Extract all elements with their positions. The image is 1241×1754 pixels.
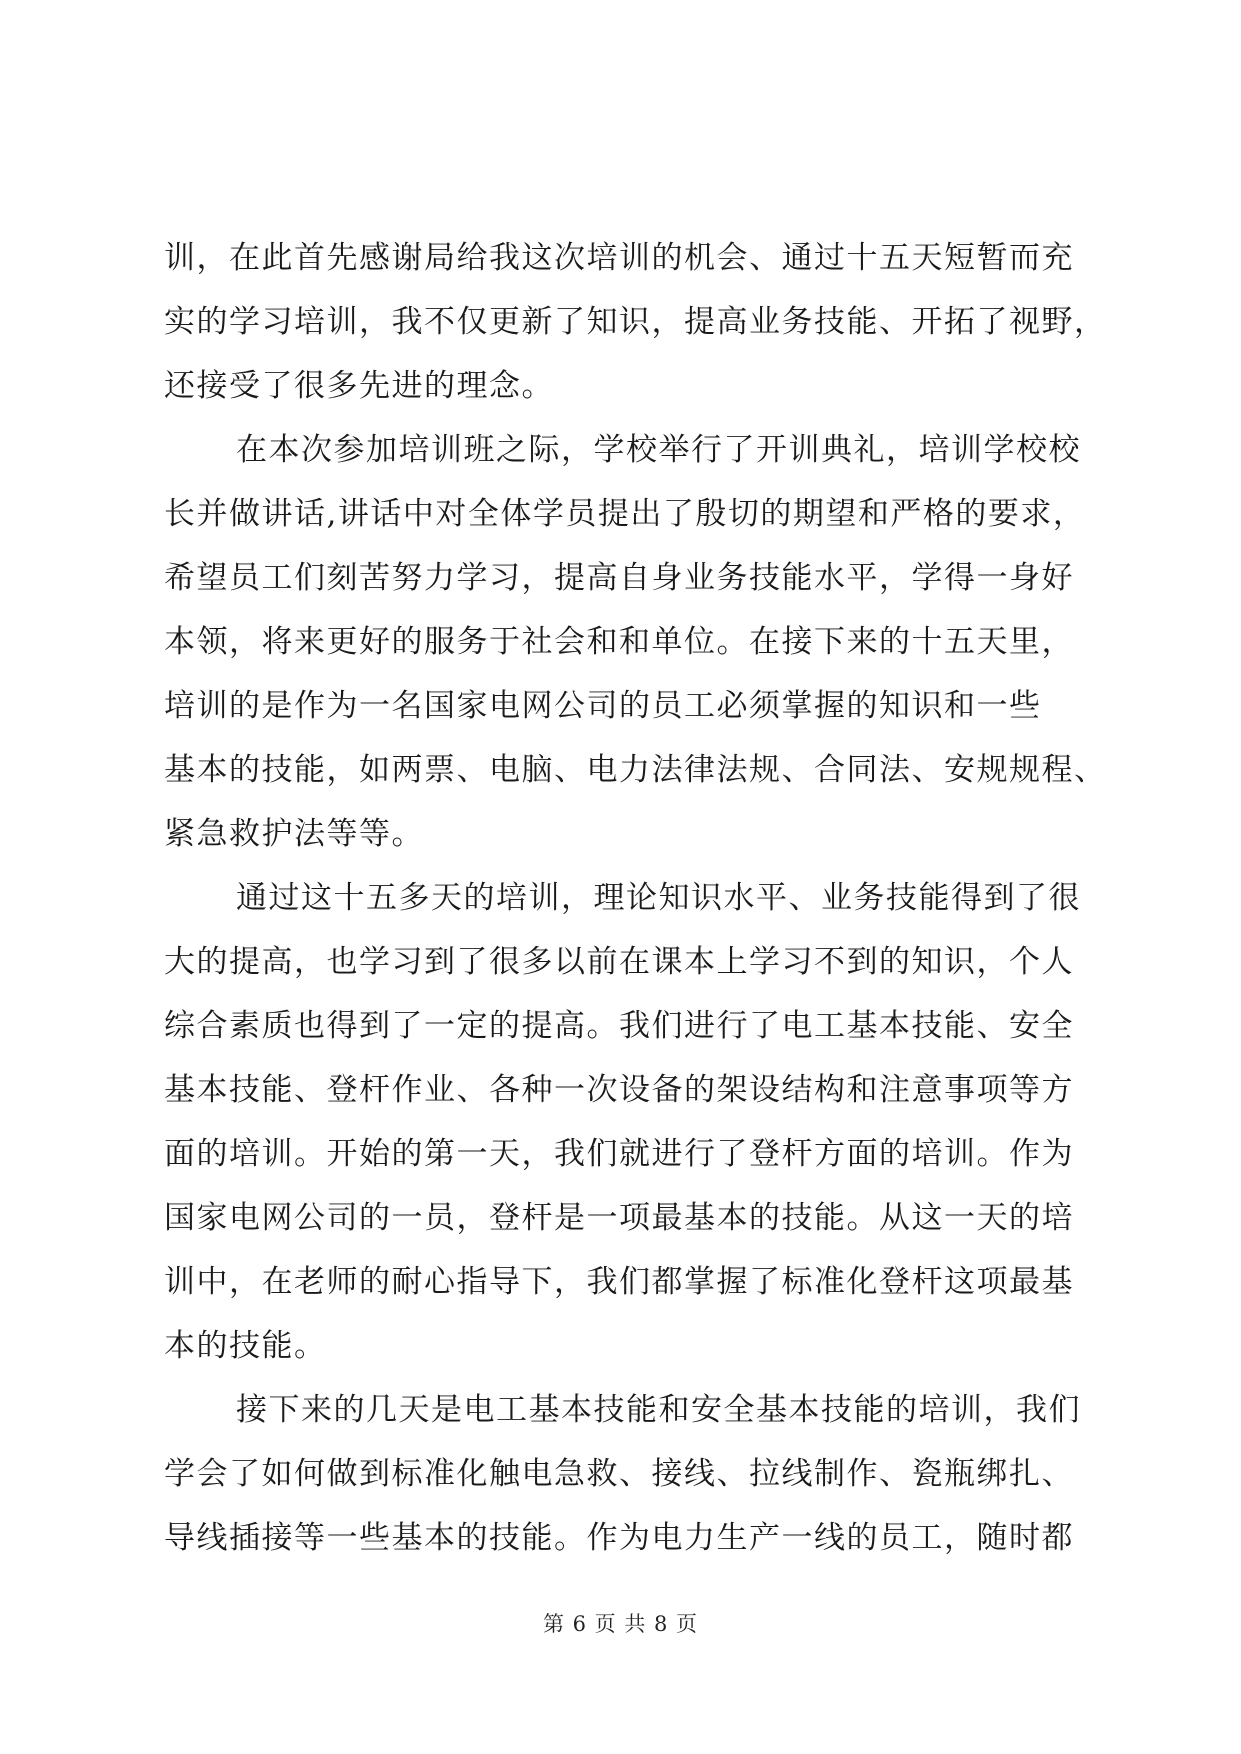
text-line: 长并做讲话,讲话中对全体学员提出了殷切的期望和严格的要求，: [164, 496, 1086, 532]
text-line: 基本技能、登杆作业、各种一次设备的架设结构和注意事项等方: [164, 1072, 1074, 1108]
text-line: 面的培训。开始的第一天，我们就进行了登杆方面的培训。作为: [164, 1136, 1074, 1172]
text-line: 大的提高，也学习到了很多以前在课本上学习不到的知识，个人: [164, 944, 1074, 980]
text-line: 导线插接等一些基本的技能。作为电力生产一线的员工，随时都: [164, 1520, 1074, 1556]
text-line: 培训的是作为一名国家电网公司的员工必须掌握的知识和一些: [164, 688, 1042, 724]
text-line: 希望员工们刻苦努力学习，提高自身业务技能水平，学得一身好: [164, 560, 1074, 596]
text-line: 在本次参加培训班之际，学校举行了开训典礼，培训学校校: [236, 432, 1081, 468]
text-line: 通过这十五多天的培训，理论知识水平、业务技能得到了很: [236, 880, 1081, 916]
text-line: 还接受了很多先进的理念。: [164, 368, 554, 404]
text-line: 基本的技能，如两票、电脑、电力法律法规、合同法、安规规程、: [164, 752, 1107, 788]
text-line: 国家电网公司的一员，登杆是一项最基本的技能。从这一天的培: [164, 1200, 1074, 1236]
paragraph-1: [164, 226, 1107, 418]
page-number: 第 6 页 共 8 页: [542, 1612, 699, 1636]
text-line: 学会了如何做到标准化触电急救、接线、拉线制作、瓷瓶绑扎、: [164, 1456, 1074, 1492]
paragraph-2: [164, 418, 1107, 866]
paragraph-3: [164, 866, 1084, 1378]
text-line: 训中，在老师的耐心指导下，我们都掌握了标准化登杆这项最基: [164, 1264, 1074, 1300]
text-line: 训，在此首先感谢局给我这次培训的机会、通过十五天短暂而充: [164, 240, 1074, 276]
page-footer: [0, 1608, 1241, 1638]
text-line: 本领，将来更好的服务于社会和和单位。在接下来的十五天里，: [164, 624, 1074, 660]
text-line: 接下来的几天是电工基本技能和安全基本技能的培训，我们: [236, 1392, 1081, 1428]
paragraph-4: [164, 1378, 1084, 1570]
text-line: 本的技能。: [164, 1328, 327, 1364]
text-line: 综合素质也得到了一定的提高。我们进行了电工基本技能、安全: [164, 1008, 1074, 1044]
text-line: 实的学习培训，我不仅更新了知识，提高业务技能、开拓了视野，: [164, 304, 1107, 340]
text-line: 紧急救护法等等。: [164, 816, 424, 852]
document-body: [164, 226, 1107, 1570]
